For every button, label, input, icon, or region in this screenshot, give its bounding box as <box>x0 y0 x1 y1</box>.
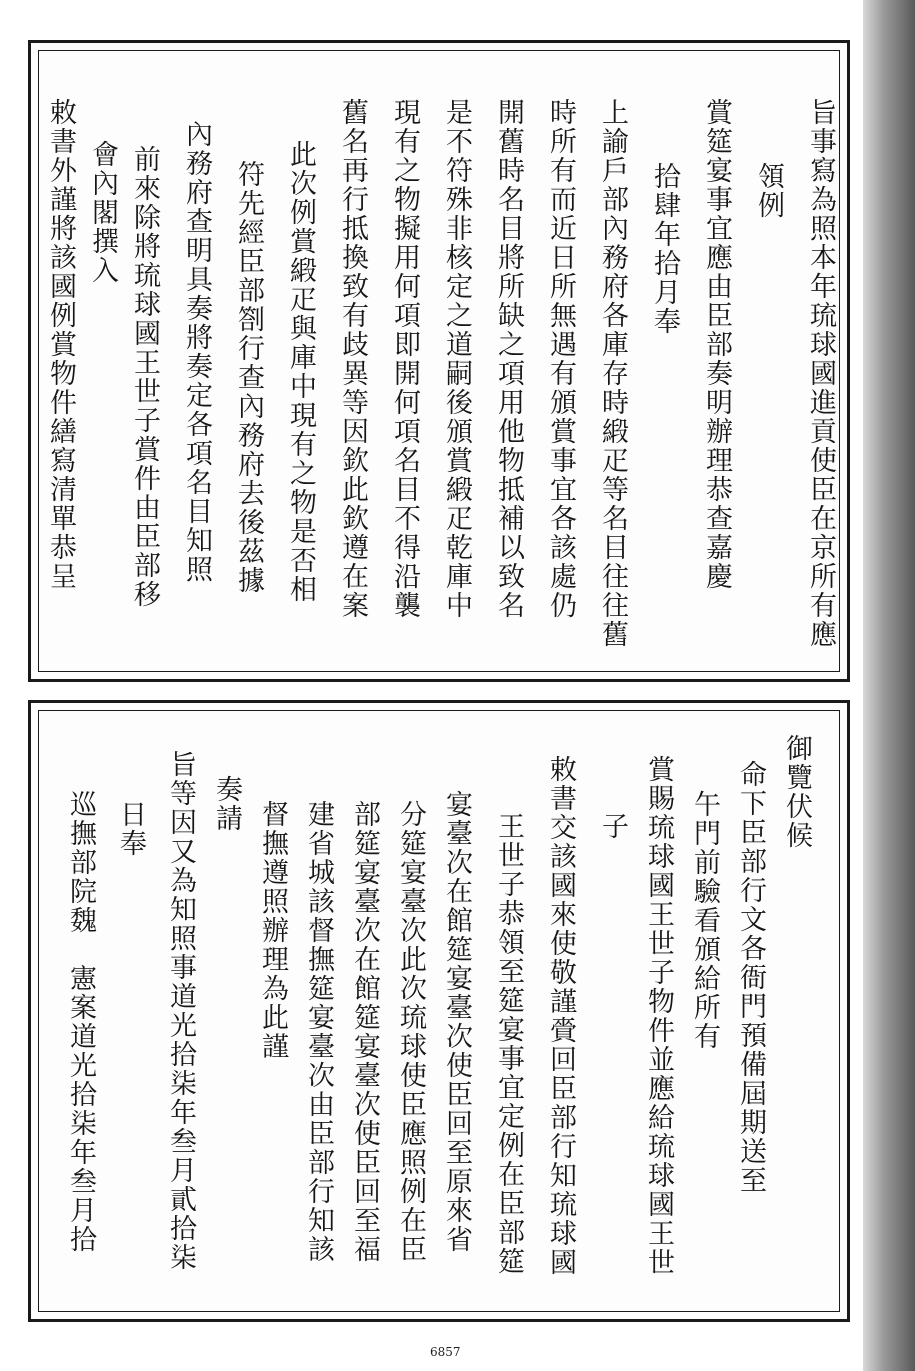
text-column: 領例 <box>753 162 784 220</box>
text-column: 旨等因又為知照事道光拾柒年叁月貳拾柒 <box>165 750 196 1272</box>
text-column: 賞筵宴事宜應由臣部奏明辦理恭查嘉慶 <box>701 98 732 591</box>
text-column: 時所有而近日所無遇有頒賞事宜各該處仍 <box>545 98 576 620</box>
book-page-edge <box>863 0 915 1371</box>
text-column: 上諭戶部內務府各庫存時緞疋等名目往往舊 <box>597 98 628 649</box>
text-column: 前來除將琉球國王世子賞件由臣部移 <box>129 145 160 609</box>
text-column: 是不符殊非核定之道嗣後頒賞緞疋乾庫中 <box>441 98 472 620</box>
text-column: 宴臺次在館筵宴臺次使臣回至原來省 <box>441 790 472 1254</box>
text-column: 敕書外謹將該國例賞物件繕寫清單恭呈 <box>45 98 76 591</box>
text-column: 子 <box>597 812 628 841</box>
text-column: 內務府查明具奏將奏定各項名目知照 <box>181 120 212 584</box>
text-column: 分筵宴臺次此次琉球使臣應照例在臣 <box>395 800 426 1264</box>
text-column: 御覽伏候 <box>781 734 812 850</box>
text-column: 午門前驗看頒給所有 <box>689 790 720 1051</box>
text-column: 現有之物擬用何項即開何項名目不得沿襲 <box>389 98 420 620</box>
text-column: 會內閣撰入 <box>87 140 118 285</box>
text-column: 督撫遵照辦理為此謹 <box>257 800 288 1061</box>
text-column: 命下臣部行文各衙門預備屆期送至 <box>735 760 766 1195</box>
text-column: 舊名再行抵換致有歧異等因欽此欽遵在案 <box>337 98 368 620</box>
text-column: 日奉 <box>115 800 146 858</box>
text-column: 旨事寫為照本年琉球國進貢使臣在京所有應 <box>805 98 836 649</box>
text-column: 奏請 <box>211 775 242 833</box>
text-column: 巡撫部院魏 憲案道光拾柒年叁月拾 <box>65 790 96 1254</box>
text-column: 符先經臣部劄行查內務府去後茲據 <box>233 160 264 595</box>
text-column: 建省城該督撫筵宴臺次由臣部行知該 <box>303 800 334 1264</box>
page-number: 6857 <box>430 1345 461 1359</box>
text-column: 開舊時名目將所缺之項用他物抵補以致名 <box>493 98 524 620</box>
text-column: 部筵宴臺次在館筵宴臺次使臣回至福 <box>349 800 380 1264</box>
text-column: 敕書交該國來使敬謹賫回臣部行知琉球國 <box>545 755 576 1277</box>
text-column: 王世子恭領至筵宴事宜定例在臣部筵 <box>493 812 524 1276</box>
text-column: 此次例賞緞疋與庫中現有之物是否相 <box>285 140 316 604</box>
text-column: 賞賜琉球國王世子物件並應給琉球國王世 <box>643 755 674 1277</box>
text-column: 拾肆年拾月奉 <box>649 162 680 336</box>
